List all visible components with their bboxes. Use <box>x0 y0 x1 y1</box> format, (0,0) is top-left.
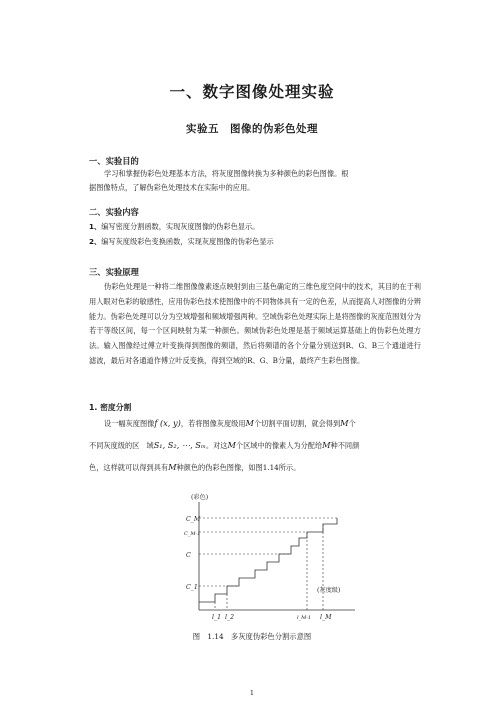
content-item-2 <box>89 236 429 248</box>
content-item-2-number: 2、 <box>89 237 102 246</box>
subsection-heading-density-slicing: 1. 密度分割 <box>89 403 132 412</box>
content-item-1-number: 1、 <box>89 222 102 231</box>
x-axis-label: (灰度级) <box>317 587 341 594</box>
density-line-3 <box>89 459 429 476</box>
density-line-1-text-d: 个 <box>348 419 356 428</box>
math-M: M <box>322 440 331 450</box>
content-item-1-text: 编写密度分割函数，实现灰度图像的伪彩色显示。 <box>101 222 260 231</box>
figure-caption: 图 1.14 多灰度伪彩色分割示意图 <box>192 632 312 641</box>
label-c: C <box>186 552 191 559</box>
density-line-1-text-c: 个切割平面切割，就会得到 <box>253 419 341 428</box>
density-line-2-text-d: 种不同颜 <box>330 441 360 450</box>
section-heading-content: 二、实验内容 <box>89 207 139 217</box>
label-cm1: C_M-1 <box>184 531 201 537</box>
density-line-3-text-b: 种颜色的伪彩色图像，如图1.14所示。 <box>176 463 301 472</box>
math-M: M <box>227 440 236 450</box>
math-M: M <box>168 462 177 472</box>
principle-paragraph: 伪彩色处理是一种将二维图像像素逐点映射到由三基色确定的三维色度空间中的技术，其目的在于利用人眼对色彩的敏感性，应用伪彩色技术使图像中的不同物体具有一定的色差，从而提高人对图像的分辨能力。伪彩色处理可以分为空域增强和频域增强两种。空域伪彩色处理实际上是将图像的灰度范围划分为若干等级区间，每一个区间映射为某一种颜色。频域伪彩色处理是基于频域运算基础上的伪彩色处理方法。输入图像经过傅立叶变换得到图像的频谱，然后将频谱的各个分量分别送到R、G、B三个通道进行滤波，最后对各通道作傅立叶反变换，得到空域的R、G、B分量，最终产生彩色图像。 <box>89 282 421 365</box>
density-line-2-text-c: 个区域中的像素人为分配给 <box>235 441 323 450</box>
label-lm: l_M <box>320 614 332 621</box>
density-line-3-text-a: 色，这样就可以得到具有 <box>89 463 169 472</box>
page-number: 1 <box>249 689 255 697</box>
section-heading-purpose: 一、实验目的 <box>89 156 139 166</box>
math-M: M <box>340 418 349 428</box>
math-function: f (x, y) <box>154 418 181 428</box>
label-l1: l_1 <box>212 614 222 621</box>
density-line-1 <box>104 415 434 432</box>
figure-density-slicing <box>175 488 365 624</box>
experiment-subtitle: 实验五 图像的伪彩色处理 <box>186 123 318 135</box>
y-axis-label: (彩色) <box>191 494 209 501</box>
content-item-2-text: 编写灰度级彩色变换函数，实现灰度图像的伪彩色显示 <box>101 237 274 246</box>
label-l2: l_2 <box>225 614 235 621</box>
label-cm: C_M <box>186 516 201 523</box>
content-item-1 <box>89 221 429 233</box>
math-M: M <box>245 418 254 428</box>
density-line-1-text-b: ，若将图像灰度级用 <box>180 419 246 428</box>
density-line-1-text-a: 设一幅灰度图像 <box>104 419 155 428</box>
label-lm1: l_M-1 <box>297 615 312 621</box>
document-title: 一、数字图像处理实验 <box>169 82 335 101</box>
label-c1: C_1 <box>186 584 198 591</box>
math-regions: S₁, S₂, ⋯, Sₘ <box>153 440 206 450</box>
density-line-2-text-b: 。对这 <box>205 441 228 450</box>
purpose-line-1: 学习和掌握伪彩色处理基本方法，将灰度图像转换为多种颜色的彩色图像。根 <box>104 169 349 178</box>
purpose-line-2: 据图像特点，了解伪彩色处理技术在实际中的应用。 <box>89 183 255 192</box>
density-line-2 <box>89 437 429 454</box>
density-line-2-text-a: 不同灰度级的区 域 <box>89 441 154 450</box>
section-heading-principle: 三、实验原理 <box>89 267 139 277</box>
